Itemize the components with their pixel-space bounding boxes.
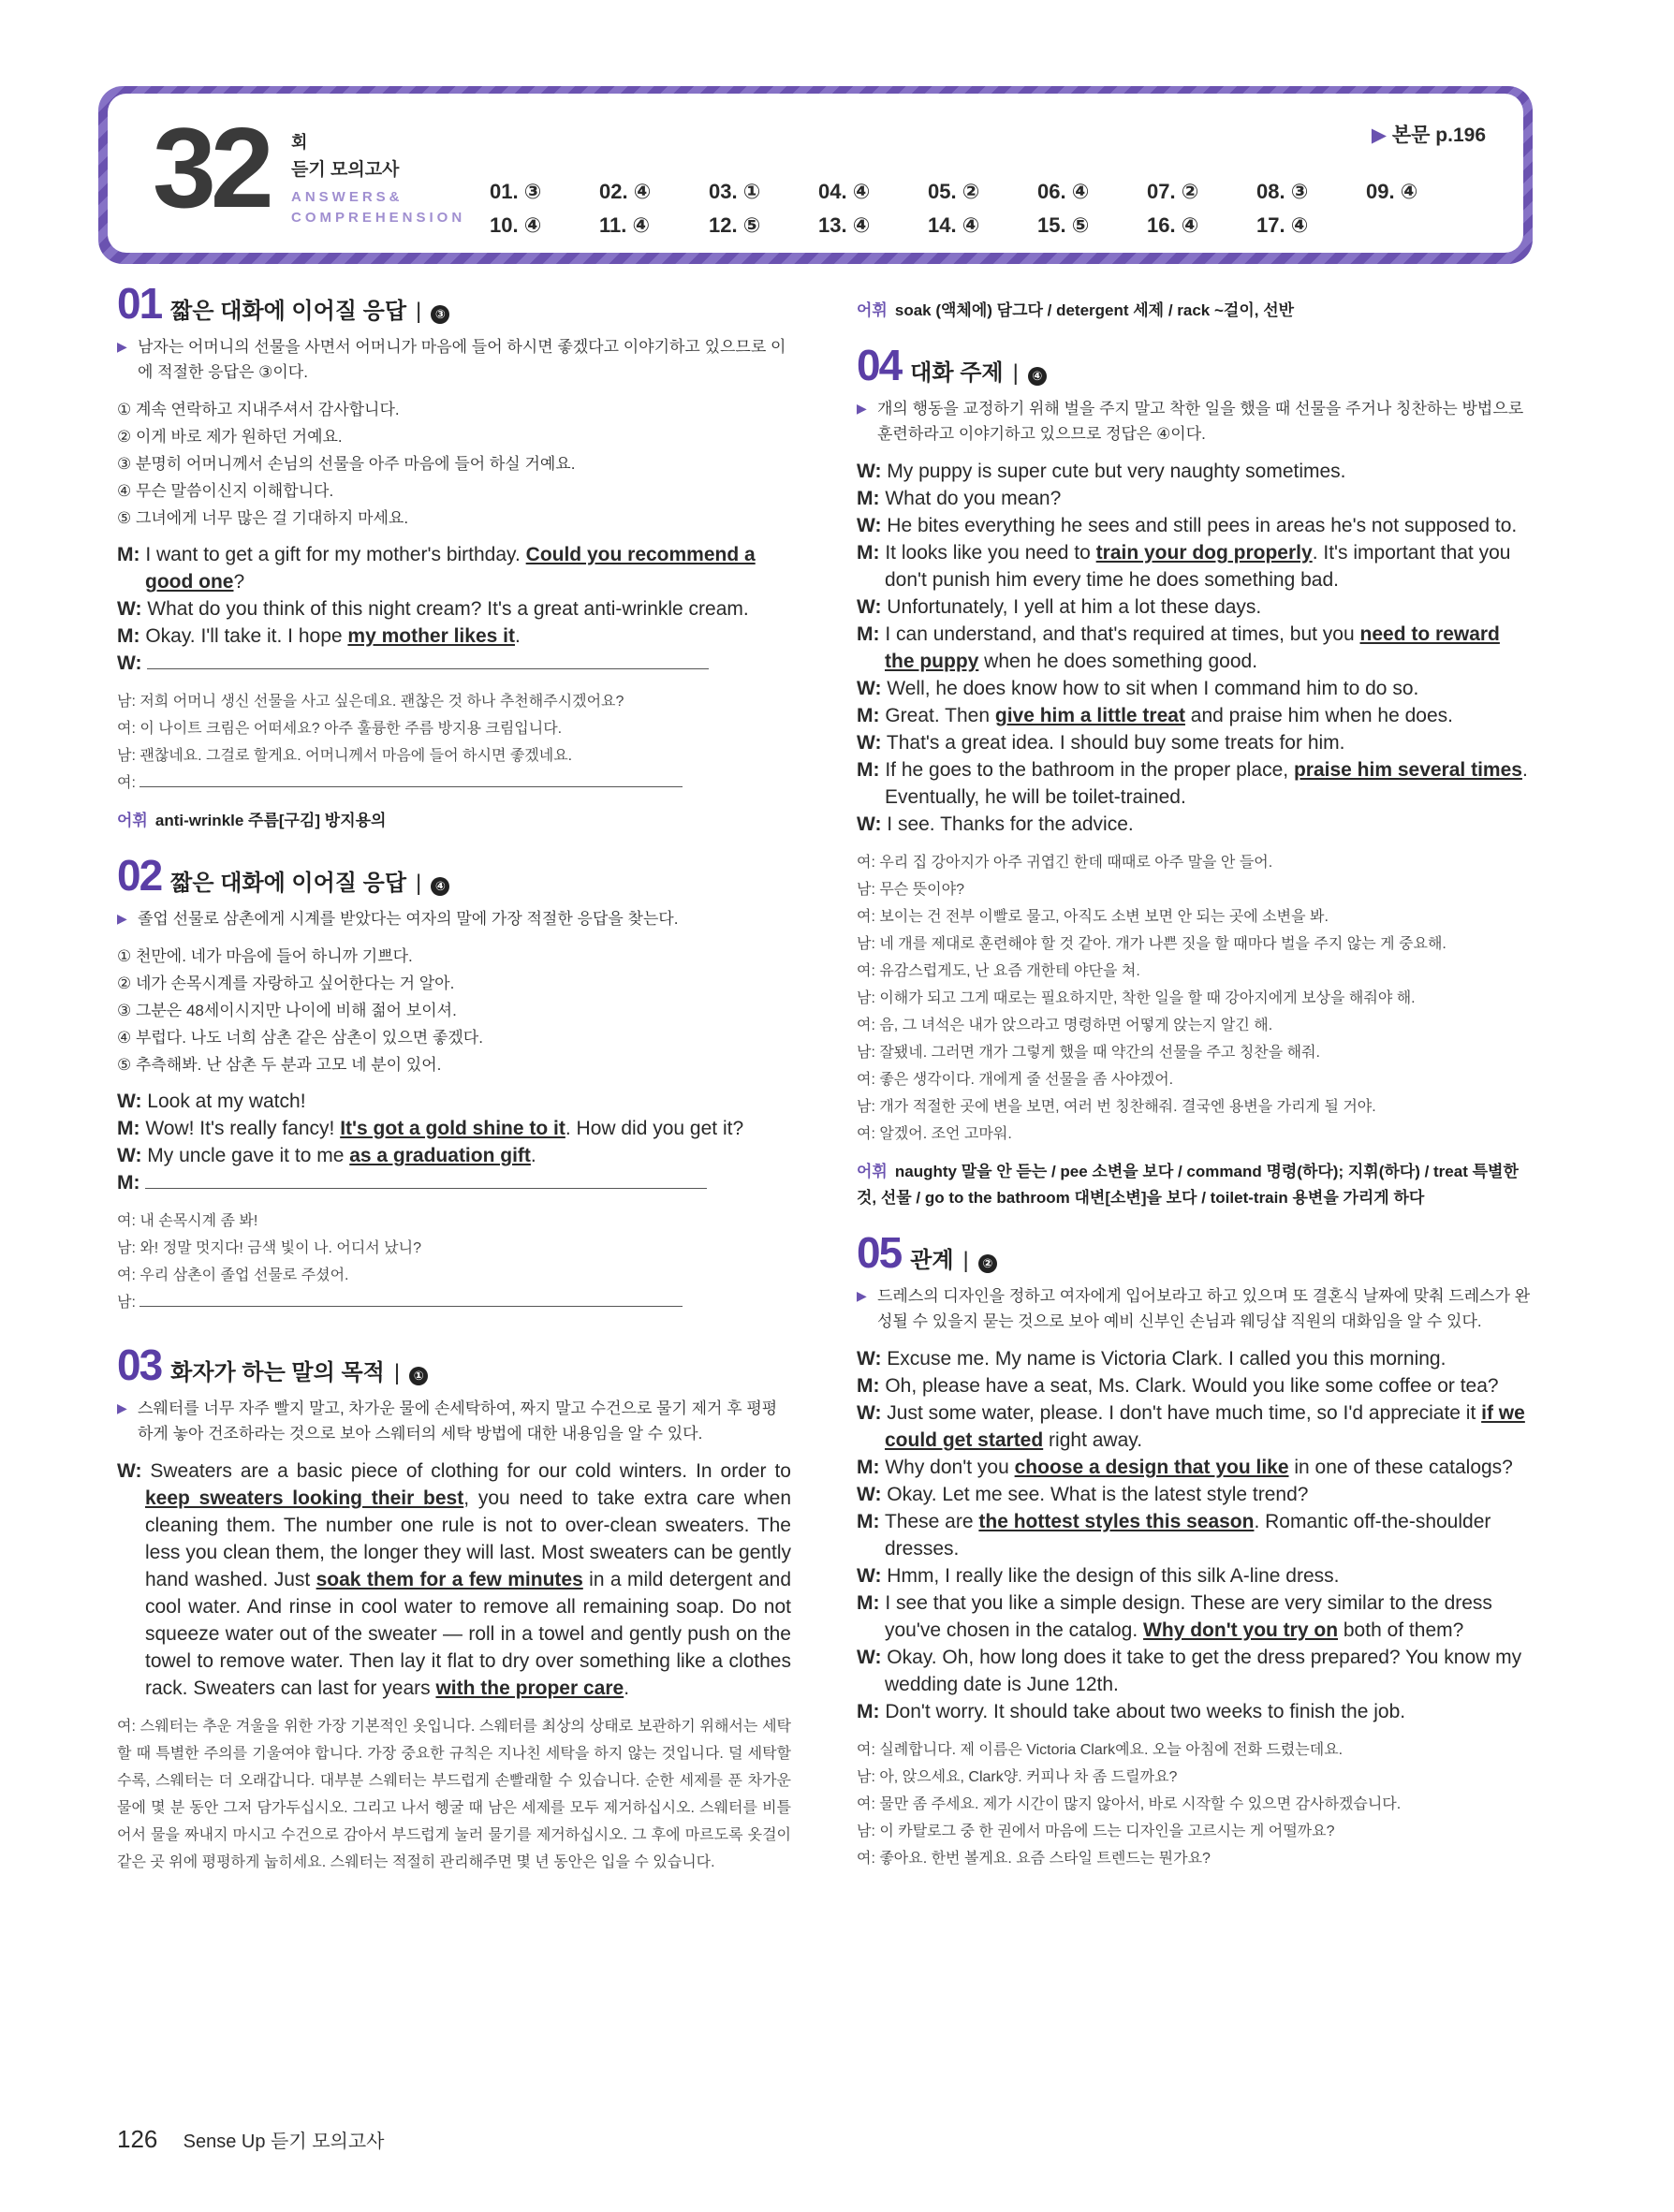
question-02: [117, 851, 791, 1352]
dialogue-blank-line: M:: [117, 1169, 791, 1196]
question-header: 05 관계 | ②: [857, 1239, 1531, 1274]
answer-item: 17. ④: [1256, 213, 1309, 237]
page-number: 126: [117, 2125, 158, 2153]
answer-item: 07. ②: [1147, 180, 1199, 203]
answer-item: 01. ③: [490, 180, 542, 203]
question-05: [857, 1228, 1531, 1872]
dialogue: W: My puppy is super cute but very naughty sometimes. M: What do you mean? W: He bites everything he sees and still pees in areas he's not supposed to. M: It looks like you need to train your dog properly. It's important that you don't punish him every time he does something bad. W: Unfortunately, I yell at him a lot these days. M: I can understand, and that's required at times, but you need to reward the puppy when he does something good. W: Well, he does know how to sit when I command him to do so. M: Great. Then give him a little treat and praise him when he does. W: That's a great idea. I should buy some treats for him. M: If he goes to the bathroom in the proper place, praise him several times. Eventually, he will be toilet-trained. W: I see. Thanks for the advice.: [857, 461, 1528, 835]
test-title: 듣기 모의고사: [291, 160, 400, 180]
question-type: 짧은 대화에 이어질 응답: [170, 871, 407, 896]
question-type: 대화 주제: [910, 360, 1004, 386]
explanation: ▶ 졸업 선물로 삼촌에게 시계를 받았다는 여자의 말에 가장 적절한 응답을 찾는다.: [117, 906, 791, 931]
option-item: ① 계속 연락하고 지내주셔서 감사합니다.: [117, 401, 400, 418]
header-panel: [108, 94, 1523, 253]
answer-circle-icon: ④: [1028, 367, 1047, 386]
question-header: 01 짧은 대화에 이어질 응답 | ③: [117, 290, 791, 325]
vocabulary: 어휘 naughty 말을 안 듣는 / pee 소변을 보다 / command 명령(하다); 지휘(하다) / treat 특별한 것, 선물 / go to the bathroom 대변[소변]을 보다 / toilet-train 용변을 가리게 하다: [857, 1163, 1519, 1207]
answer-item: 14. ④: [928, 213, 980, 237]
vocabulary: 어휘 anti-wrinkle 주름[구김] 방지용의: [117, 812, 387, 829]
dialogue: [117, 541, 791, 677]
question-number: 01: [117, 279, 162, 328]
korean-translation: 여: 우리 집 강아지가 아주 귀엽긴 한데 때때로 아주 말을 안 들어. 남: 무슨 뜻이야? 여: 보이는 건 전부 이빨로 물고, 아직도 소변 보면 안 되는 곳에 소변을 봐. 남: 네 개를 제대로 훈련해야 할 것 같아. 개가 나쁜 짓을 할 때마다 벌을 주지 않는 게 중요해. 여: 유감스럽게도, 난 요즘 개한테 야단을 쳐. 남: 이해가 되고 그게 때로는 필요하지만, 착한 일을 할 때 강아지에게 보상을 해줘야 해. 여: 음, 그 녀석은 내가 앉으라고 명령하면 어떻게 앉는지 알긴 해. 남: 잘됐네. 그러면 개가 그렇게 했을 때 약간의 선물을 주고 칭찬을 해줘. 여: 좋은 생각이다. 개에게 줄 선물을 좀 사야겠어. 남: 개가 적절한 곳에 변을 보면, 여러 번 칭찬해줘. 결국엔 용변을 가리게 될 거야. 여: 알겠어. 조언 고마워.: [857, 855, 1446, 1142]
korean-translation: 여: 내 손목시계 좀 봐! 남: 와! 정말 멋지다! 금색 빛이 나. 어디서 났니? 여: 우리 삼촌이 졸업 선물로 주셨어. 남:: [117, 1208, 791, 1316]
answer-item: 13. ④: [818, 213, 871, 237]
question-header: 02 짧은 대화에 이어질 응답 | ④: [117, 862, 791, 897]
option-item: ④ 무슨 말씀이신지 이해합니다.: [117, 482, 334, 500]
monologue: W: Sweaters are a basic piece of clothing for our cold winters. In order to keep sweaters looking their best, you need to take extra care when cleaning them. The number one rule is not to over-clean sweaters. The less you clean them, the longer they will last. Most sweaters can be gently hand washed. Just soak them for a few minutes in a mild detergent and cool water. And rinse in cool water to remove all remaining soap. Do not squeeze water out of the sweater — roll in a towel and gently push on the towel to remove water. Then lay it flat to dry over something like a clothes rack. Sweaters can last for years with the proper care.: [117, 1460, 791, 1699]
page-footer: [117, 2125, 385, 2154]
dialogue-line: M: I want to get a gift for my mother's birthday. Could you recommend a good one?: [117, 544, 756, 593]
dialogue-line: W: Look at my watch!: [117, 1091, 306, 1112]
subtitle-comprehension: COMPREHENSION: [291, 210, 466, 226]
header-banner: [98, 86, 1533, 264]
answer-item: 04. ④: [818, 180, 871, 203]
test-number-suffix: 회: [291, 133, 308, 152]
question-type: 화자가 하는 말의 목적: [170, 1360, 385, 1385]
page-reference-text: 본문 p.196: [1391, 125, 1486, 146]
answer-item: 11. ④: [599, 213, 651, 237]
option-translations: [117, 943, 791, 1078]
question-header: 04 대화 주제 | ④: [857, 352, 1531, 387]
dialogue-line: W: What do you think of this night cream? It's a great anti-wrinkle cream.: [117, 598, 749, 620]
question-header: 03 화자가 하는 말의 목적 | ①: [117, 1352, 791, 1386]
answer-blank: [140, 1289, 683, 1307]
dialogue: [117, 1088, 791, 1196]
option-item: ② 이게 바로 제가 원하던 거예요.: [117, 428, 343, 446]
option-item: ④ 부럽다. 나도 너희 삼촌 같은 삼촌이 있으면 좋겠다.: [117, 1029, 483, 1047]
option-translations: [117, 396, 791, 532]
korean-translation: 여: 스웨터는 추운 겨울을 위한 가장 기본적인 옷입니다. 스웨터를 최상의 상태로 보관하기 위해서는 세탁할 때 특별한 주의를 기울여야 합니다. 가장 중요한 규칙은 지나친 세탁을 하지 않는 것입니다. 덜 세탁할수록, 스웨터는 더 오래갑니다. 대부분 스웨터는 부드럽게 손빨래할 수 있습니다. 순한 세제를 푼 차가운 물에 몇 분 동안 그저 담가두십시오. 그리고 나서 헹굴 때 남은 세제를 모두 제거하십시오. 스웨터를 비틀어서 물을 짜내지 마시고 수건으로 감아서 부드럽게 눌러 물기를 제거하십시오. 그 후에 마르도록 옷걸이 같은 곳 위에 평평하게 눕히세요. 스웨터는 적절히 관리해주면 몇 년 동안은 입을 수 있습니다.: [117, 1719, 791, 1870]
right-column: [857, 290, 1531, 1883]
answer-blank: [147, 652, 709, 669]
subtitle-answers: ANSWERS&: [291, 189, 404, 205]
option-item: ⑤ 그녀에게 너무 많은 걸 기대하지 마세요.: [117, 509, 409, 527]
korean-translation: 여: 실례합니다. 제 이름은 Victoria Clark예요. 오늘 아침에 전화 드렸는데요. 남: 아, 앉으세요, Clark양. 커피나 차 좀 드릴까요? 여: 물만 좀 주세요. 제가 시간이 많지 않아서, 바로 시작할 수 있으면 감사하겠습니다. 남: 이 카탈로그 중 한 권에서 마음에 드는 디자인을 고르시는 게 어떨까요? 여: 좋아요. 한번 볼게요. 요즘 스타일 트렌드는 뭔가요?: [857, 1742, 1402, 1867]
answer-item: 16. ④: [1147, 213, 1199, 237]
dialogue-line: M: Okay. I'll take it. I hope my mother likes it.: [117, 625, 521, 647]
question-number: 04: [857, 341, 902, 389]
test-number: 32: [153, 104, 269, 231]
explanation: ▶ 드레스의 디자인을 정하고 여자에게 입어보라고 하고 있으며 또 결혼식 날짜에 맞춰 드레스가 완성될 수 있을지 묻는 것으로 보아 예비 신부인 손님과 웨딩샵 직원의 대화임을 알 수 있다.: [857, 1283, 1531, 1334]
answer-item: 08. ③: [1256, 180, 1309, 203]
answer-blank: [140, 769, 683, 787]
book-title: Sense Up 듣기 모의고사: [183, 2131, 385, 2152]
question-03: [117, 1340, 791, 1876]
explanation: ▶ 개의 행동을 교정하기 위해 벌을 주지 말고 착한 일을 했을 때 선물을 주거나 칭찬하는 방법으로 훈련하라고 이야기하고 있으므로 정답은 ④이다.: [857, 396, 1531, 447]
page-reference: [1372, 120, 1486, 148]
answer-item: 02. ④: [599, 180, 652, 203]
option-item: ① 천만에. 네가 마음에 들어 하니까 기쁘다.: [117, 947, 413, 965]
answer-item: 06. ④: [1037, 180, 1090, 203]
answer-blank: [145, 1171, 707, 1189]
dialogue-line: M: Wow! It's really fancy! It's got a gold shine to it. How did you get it?: [117, 1118, 744, 1139]
option-item: ③ 분명히 어머니께서 손님의 선물을 아주 마음에 들어 하실 거예요.: [117, 455, 576, 473]
question-number: 05: [857, 1228, 902, 1277]
left-column: [117, 279, 791, 1887]
question-type: 관계: [910, 1248, 954, 1273]
korean-translation: 남: 저희 어머니 생신 선물을 사고 싶은데요. 괜찮은 것 하나 추천해주시겠어요? 여: 이 나이트 크림은 어떠세요? 아주 훌륭한 주름 방지용 크림입니다. 남: 괜찮네요. 그걸로 할게요. 어머니께서 마음에 들어 하시면 좋겠네요. 여:: [117, 688, 791, 797]
dialogue: W: Excuse me. My name is Victoria Clark. I called you this morning. M: Oh, please have a seat, Ms. Clark. Would you like some coffee or tea? W: Just some water, please. I don't have much time, so I'd appreciate it if we could get started right away. M: Why don't you choose a design that you like in one of these catalogs? W: Okay. Let me see. What is the latest style trend? M: These are the hottest styles this season. Romantic off-the-shoulder dresses. W: Hmm, I really like the design of this silk A-line dress. M: I see that you like a simple design. These are very similar to the dress you've chosen in the catalog. Why don't you try on both of them? W: Okay. Oh, how long does it take to get the dress prepared? You know my wedding date is June 12th. M: Don't worry. It should take about two weeks to finish the job.: [857, 1348, 1525, 1722]
answer-circle-icon: ①: [409, 1367, 428, 1385]
answer-circle-icon: ③: [431, 305, 449, 324]
answer-item: 05. ②: [928, 180, 980, 203]
vocabulary: 어휘 soak (액체에) 담그다 / detergent 세제 / rack ~걸이, 선반: [857, 301, 1295, 319]
answer-item: 12. ⑤: [709, 213, 761, 237]
option-item: ⑤ 추측해봐. 난 삼촌 두 분과 고모 네 분이 있어.: [117, 1056, 442, 1074]
explanation: ▶ 스웨터를 너무 자주 빨지 말고, 차가운 물에 손세탁하여, 짜지 말고 수건으로 물기 제거 후 평평하게 놓아 건조하라는 것으로 보아 스웨터의 세탁 방법에 대한 내용임을 알 수 있다.: [117, 1396, 791, 1446]
question-04: [857, 341, 1531, 1211]
question-type: 짧은 대화에 이어질 응답: [170, 299, 407, 324]
answer-item: 10. ④: [490, 213, 542, 237]
dialogue-blank-line: W:: [117, 650, 791, 677]
option-item: ② 네가 손목시계를 자랑하고 싶어한다는 거 알아.: [117, 974, 455, 992]
answer-circle-icon: ④: [431, 877, 449, 896]
answer-item: 09. ④: [1366, 180, 1418, 203]
dialogue-line: W: My uncle gave it to me as a graduation gift.: [117, 1145, 536, 1166]
question-01: [117, 279, 791, 834]
answer-circle-icon: ②: [978, 1254, 997, 1273]
answer-item: 15. ⑤: [1037, 213, 1090, 237]
play-triangle-icon: ▶: [1371, 125, 1388, 146]
option-item: ③ 그분은 48세이시지만 나이에 비해 젊어 보이셔.: [117, 1002, 457, 1019]
question-number: 03: [117, 1340, 162, 1389]
answer-item: 03. ①: [709, 180, 761, 203]
explanation: ▶ 남자는 어머니의 선물을 사면서 어머니가 마음에 들어 하시면 좋겠다고 이야기하고 있으므로 이에 적절한 응답은 ③이다.: [117, 334, 791, 385]
question-number: 02: [117, 851, 162, 900]
